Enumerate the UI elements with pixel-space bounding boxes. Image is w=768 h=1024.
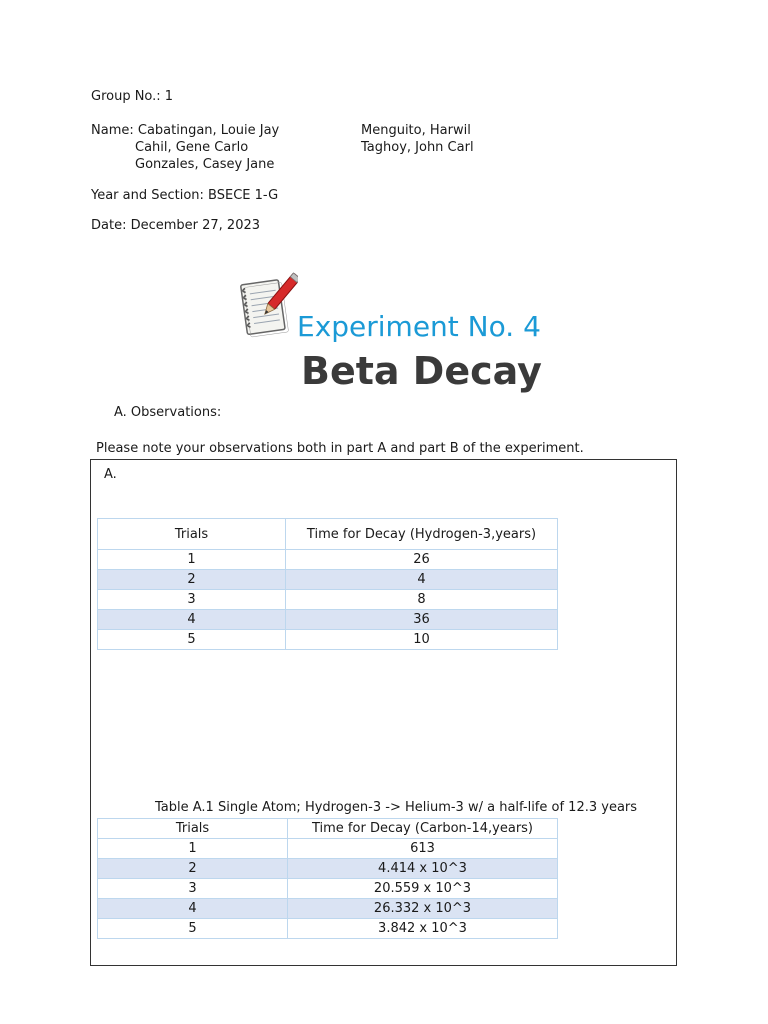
member-name: Taghoy, John Carl	[361, 140, 474, 155]
table-row	[98, 839, 558, 859]
table-cell: 8	[286, 590, 558, 610]
column-header: Time for Decay (Hydrogen-3,years)	[286, 519, 558, 550]
table-row	[98, 630, 558, 650]
table-cell: 4.414 x 10^3	[288, 859, 558, 879]
member-name: Cabatingan, Louie Jay	[137, 123, 280, 138]
table-row	[98, 919, 558, 939]
table-cell: 26	[286, 550, 558, 570]
experiment-title: Experiment No. 4	[297, 310, 541, 343]
observations-heading: A. Observations:	[114, 405, 222, 420]
table-row	[98, 610, 558, 630]
table-cell: 3.842 x 10^3	[288, 919, 558, 939]
name-label: Name:	[91, 123, 138, 138]
table-row	[98, 879, 558, 899]
column-header: Trials	[98, 819, 288, 839]
table-cell: 613	[288, 839, 558, 859]
table-cell: 26.332 x 10^3	[288, 899, 558, 919]
hydrogen-decay-table	[97, 518, 558, 650]
table-cell: 3	[98, 590, 286, 610]
table-cell: 5	[98, 919, 288, 939]
table-cell: 4	[98, 610, 286, 630]
group-number: Group No.: 1	[91, 89, 174, 104]
names-block	[91, 122, 279, 173]
member-name: Gonzales, Casey Jane	[135, 157, 275, 172]
column-header: Trials	[98, 519, 286, 550]
table-cell: 10	[286, 630, 558, 650]
table-cell: 5	[98, 630, 286, 650]
table-cell: 3	[98, 879, 288, 899]
table-cell: 4	[286, 570, 558, 590]
year-section: Year and Section: BSECE 1-G	[91, 188, 279, 203]
table-header-row	[98, 519, 558, 550]
table-header-row	[98, 819, 558, 839]
table-row	[98, 859, 558, 879]
table-cell: 20.559 x 10^3	[288, 879, 558, 899]
date: Date: December 27, 2023	[91, 218, 261, 233]
column-header: Time for Decay (Carbon-14,years)	[288, 819, 558, 839]
table-cell: 1	[98, 550, 286, 570]
table-row	[98, 590, 558, 610]
main-title: Beta Decay	[301, 349, 542, 393]
member-name: Menguito, Harwil	[361, 123, 471, 138]
names-block-right	[361, 122, 474, 156]
observations-note: Please note your observations both in part A and part B of the experiment.	[96, 441, 584, 456]
notepad-pencil-icon	[236, 270, 298, 340]
table-cell: 2	[98, 570, 286, 590]
table-row	[98, 899, 558, 919]
table-cell: 1	[98, 839, 288, 859]
table-row	[98, 550, 558, 570]
carbon-decay-table	[97, 818, 558, 939]
member-name: Cahil, Gene Carlo	[135, 140, 249, 155]
table-caption: Table A.1 Single Atom; Hydrogen-3 -> Helium-3 w/ a half-life of 12.3 years	[155, 800, 638, 815]
table-cell: 4	[98, 899, 288, 919]
name-line-1	[91, 122, 279, 139]
table-row	[98, 570, 558, 590]
table-cell: 2	[98, 859, 288, 879]
part-label: A.	[104, 467, 117, 482]
table-cell: 36	[286, 610, 558, 630]
